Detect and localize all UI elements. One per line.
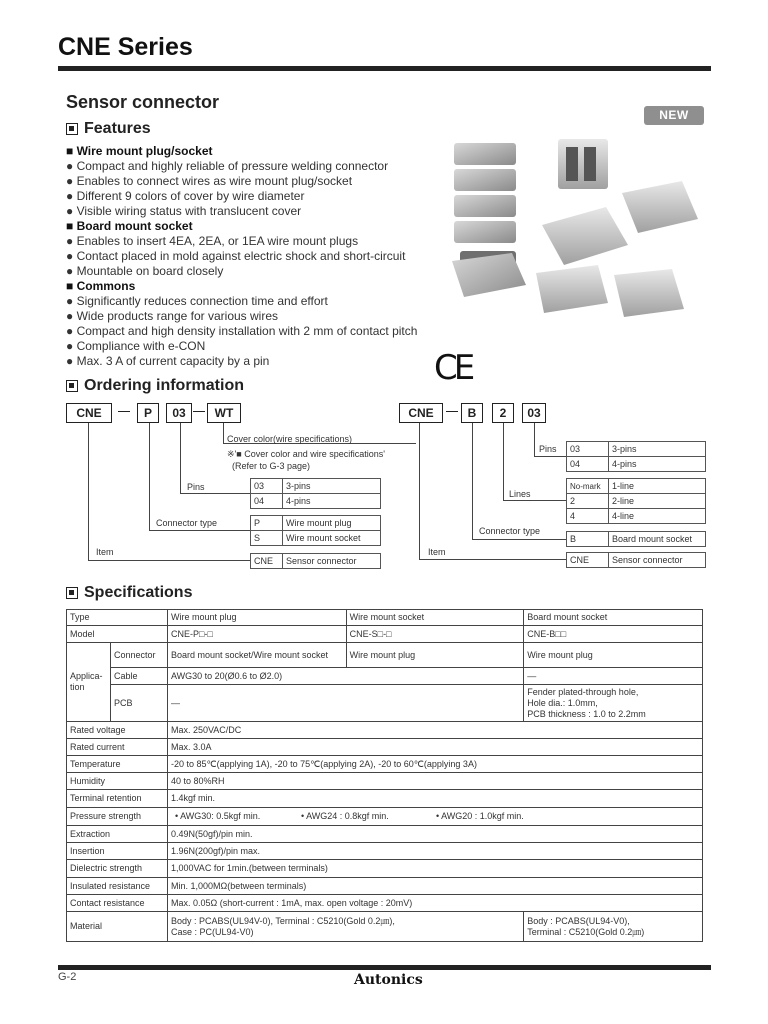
code-box-lines: 2 bbox=[492, 403, 514, 423]
feature-item: ● Compliance with e-CON bbox=[66, 339, 206, 353]
table-row: Humidity 40 to 80%RH bbox=[67, 773, 703, 790]
separator-dash bbox=[446, 411, 458, 412]
item-table: CNE Sensor connector bbox=[566, 552, 706, 568]
code-box-type: P bbox=[137, 403, 159, 423]
item-table: CNE Sensor connector bbox=[250, 553, 381, 569]
section-square-icon bbox=[66, 587, 78, 599]
feature-item: ● Max. 3 A of current capacity by a pin bbox=[66, 354, 270, 368]
ce-mark-icon: CE bbox=[434, 348, 472, 388]
table-row: Extraction 0.49N(50gf)/pin min. bbox=[67, 826, 703, 843]
pins-label: Pins bbox=[539, 444, 557, 454]
feature-item: ● Compact and highly reliable of pressure welding connector bbox=[66, 159, 389, 173]
table-row: Rated voltage Max. 250VAC/DC bbox=[67, 722, 703, 739]
lines-label: Lines bbox=[509, 489, 531, 499]
feature-item: ■ Commons bbox=[66, 279, 136, 293]
pins-label: Pins bbox=[187, 482, 205, 492]
page-subtitle: Sensor connector bbox=[66, 92, 220, 112]
feature-item: ● Wide products range for various wires bbox=[66, 309, 278, 323]
feature-item: ● Contact placed in mold against electric shock and short-circuit bbox=[66, 249, 406, 263]
features-list bbox=[66, 144, 466, 369]
table-row: Applica-tion Connector Board mount socket/Wire mount socket Wire mount plug Wire mount plug bbox=[67, 643, 703, 668]
features-heading: Features bbox=[66, 120, 151, 138]
page-number: G-2 bbox=[58, 971, 77, 983]
product-photo bbox=[446, 133, 708, 333]
table-row: Rated current Max. 3.0A bbox=[67, 739, 703, 756]
connector-type-label: Connector type bbox=[479, 526, 541, 536]
feature-item: ● Different 9 colors of cover by wire diameter bbox=[66, 189, 305, 203]
connector-type-table: P Wire mount plug S Wire mount socket bbox=[250, 515, 381, 546]
feature-item: ● Enables to connect wires as wire mount plug/socket bbox=[66, 174, 353, 188]
lines-table: No-mark 1-line 2 2-line 4 4-line bbox=[566, 478, 706, 524]
table-row: Type Wire mount plug Wire mount socket Board mount socket bbox=[67, 610, 703, 626]
pins-table: 03 3-pins 04 4-pins bbox=[566, 441, 706, 472]
item-label: Item bbox=[96, 547, 114, 557]
top-rule bbox=[58, 66, 711, 71]
code-box-item: CNE bbox=[399, 403, 443, 423]
separator-dash bbox=[193, 411, 205, 412]
ordering-heading: Ordering information bbox=[66, 377, 244, 395]
code-box-type: B bbox=[461, 403, 483, 423]
table-row: Pressure strength • AWG30: 0.5kgf min. • AWG24 : 0.8kgf min. • AWG20 : 1.0kgf min. bbox=[67, 808, 703, 826]
table-row: Terminal retention 1.4kgf min. bbox=[67, 790, 703, 808]
new-badge: NEW bbox=[644, 106, 704, 125]
cover-label: Cover color(wire specifications) bbox=[227, 434, 353, 444]
feature-item: ● Mountable on board closely bbox=[66, 264, 224, 278]
connector-type-table: B Board mount socket bbox=[566, 531, 706, 547]
table-row: Temperature -20 to 85℃(applying 1A), -20 to 75℃(applying 2A), -20 to 60℃(applying 3A) bbox=[67, 756, 703, 773]
table-row: Contact resistance Max. 0.05Ω (short-current : 1mA, max. open voltage : 20mV) bbox=[67, 895, 703, 912]
feature-item: ■ Board mount socket bbox=[66, 219, 193, 233]
table-row: Insulated resistance Min. 1,000MΩ(between terminals) bbox=[67, 878, 703, 895]
specifications-table bbox=[66, 609, 703, 942]
code-box-cover: WT bbox=[207, 403, 241, 423]
specifications-heading: Specifications bbox=[66, 584, 192, 602]
pins-table: 03 3-pins 04 4-pins bbox=[250, 478, 381, 509]
table-row: Model CNE-P□-□ CNE-S□-□ CNE-B□□ bbox=[67, 626, 703, 643]
table-row: Insertion 1.96N(200gf)/pin max. bbox=[67, 843, 703, 860]
code-box-pins: 03 bbox=[522, 403, 546, 423]
section-square-icon bbox=[66, 123, 78, 135]
code-box-item: CNE bbox=[66, 403, 112, 423]
cover-note-ref: (Refer to G-3 page) bbox=[232, 461, 311, 471]
section-square-icon bbox=[66, 380, 78, 392]
code-box-pins: 03 bbox=[166, 403, 192, 423]
socket-image bbox=[558, 139, 608, 189]
table-row: Dielectric strength 1,000VAC for 1min.(between terminals) bbox=[67, 860, 703, 878]
feature-item: ● Enables to insert 4EA, 2EA, or 1EA wire mount plugs bbox=[66, 234, 359, 248]
item-label: Item bbox=[428, 547, 446, 557]
table-row: PCB — Fender plated-through hole, Hole dia.: 1.0mm, PCB thickness : 1.0 to 2.2mm bbox=[67, 685, 703, 722]
feature-item: ■ Wire mount plug/socket bbox=[66, 144, 213, 158]
table-row: Cable AWG30 to 20(Ø0.6 to Ø2.0) — bbox=[67, 668, 703, 685]
bottom-rule bbox=[58, 965, 711, 970]
brand-logo: Autonics bbox=[354, 972, 423, 988]
cover-note: ※'■ Cover color and wire specifications' bbox=[227, 449, 385, 459]
connector-type-label: Connector type bbox=[156, 518, 218, 528]
feature-item: ● Significantly reduces connection time and effort bbox=[66, 294, 328, 308]
feature-item: ● Visible wiring status with translucent cover bbox=[66, 204, 302, 218]
separator-dash bbox=[118, 411, 130, 412]
table-row: Material Body : PCABS(UL94V-0), Terminal : C5210(Gold 0.2㎛), Case : PC(UL94-V0) Body : PCABS(UL94-V0), Terminal : C5210(Gold 0.2㎛) bbox=[67, 912, 703, 942]
feature-item: ● Compact and high density installation with 2 mm of contact pitch bbox=[66, 324, 418, 338]
series-title: CNE Series bbox=[58, 33, 193, 61]
